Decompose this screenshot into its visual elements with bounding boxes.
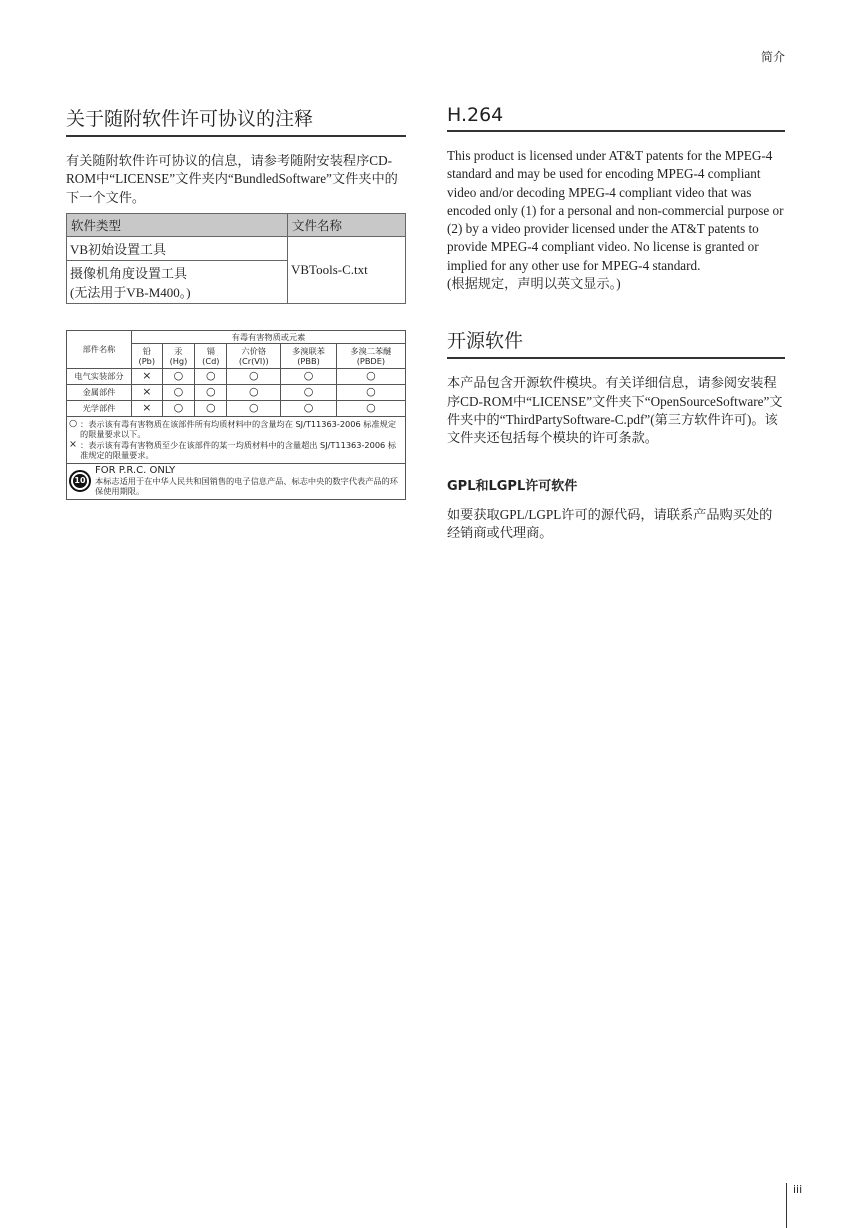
cross-symbol: ×: [69, 438, 77, 450]
substance-name: 汞: [174, 345, 183, 356]
substance-mark: ○: [336, 368, 405, 384]
substance-mark: ○: [162, 400, 195, 416]
hazard-table: [66, 330, 406, 500]
software-type-note: (无法用于VB-M400。): [70, 284, 191, 300]
substance-header: [195, 343, 227, 368]
h264-title: H.264: [447, 104, 785, 132]
substance-header: [162, 343, 195, 368]
hazard-notes: [67, 416, 406, 463]
col-software-type: 软件类型: [67, 213, 288, 236]
substance-symbol: (Pb): [138, 355, 156, 366]
hazard-rows: [67, 368, 406, 416]
substance-name: 六价铬: [241, 345, 267, 356]
part-name-header: 部件名称: [67, 330, 132, 368]
right-column: [447, 104, 785, 542]
oss-text: 本产品包含开源软件模块。有关详细信息，请参阅安装程序CD-ROM中“LICENSE”文件夹下“OpenSourceSoftware”文件夹中的“ThirdPartySoftware-C.pdf”(第三方软件许可)。该文件夹还包括每个模块的许可条款。: [447, 375, 783, 446]
prc-cell: [67, 463, 406, 499]
license-intro: 有关随附软件许可协议的信息，请参考随附安装程序CD-ROM中“LICENSE”文件夹内“BundledSoftware”文件夹中的下一个文件。: [66, 153, 398, 205]
substance-group-header: 有毒有害物质或元素: [132, 330, 406, 343]
logo-number: 10: [73, 474, 87, 488]
substance-mark: ×: [132, 368, 163, 384]
substance-mark: ×: [132, 400, 163, 416]
substance-mark: ○: [195, 400, 227, 416]
substance-mark: ○: [162, 384, 195, 400]
substance-name: 镉: [206, 345, 215, 356]
file-name-cell: VBTools-C.txt: [288, 236, 406, 303]
prc-title: FOR P.R.C. ONLY: [95, 464, 176, 476]
substance-mark: ×: [132, 384, 163, 400]
environmental-period-logo-icon: [69, 470, 91, 492]
substance-symbol: (PBB): [297, 355, 320, 366]
substance-mark: ○: [162, 368, 195, 384]
gpl-title: GPL和LGPL许可软件: [447, 478, 578, 494]
substance-name: 多溴二苯醚: [350, 345, 392, 356]
circle-symbol: ○: [69, 417, 78, 429]
software-table: [66, 213, 406, 304]
col-file-name: 文件名称: [288, 213, 406, 236]
substance-header: [336, 343, 405, 368]
substance-mark: ○: [195, 384, 227, 400]
h264-text: This product is licensed under AT&T patents for the MPEG-4 standard and may be used for encoding MPEG-4 compliant video and/or decoding MPEG-4 compliant video that was encoded only (1) for a personal and non-commercial purpose or (2) by a video provider licensed under the AT&T patents to provide MPEG-4 compliant video. No license is granted or implied for any other use for MPEG-4 standard.: [447, 148, 784, 273]
substance-mark: ○: [195, 368, 227, 384]
substance-mark: ○: [227, 368, 281, 384]
substance-name: 多溴联苯: [292, 345, 325, 356]
h264-note: (根据规定，声明以英文显示。): [447, 276, 621, 292]
substance-mark: ○: [227, 400, 281, 416]
substance-header: [132, 343, 163, 368]
left-column: [66, 104, 406, 500]
substance-mark: ○: [281, 384, 337, 400]
software-type-cell: VB初始设置工具: [67, 236, 288, 260]
oss-title: 开源软件: [447, 326, 785, 359]
substance-header: [281, 343, 337, 368]
substance-mark: ○: [336, 400, 405, 416]
substance-symbol: (Hg): [169, 355, 188, 366]
software-type-cell: [67, 260, 288, 303]
license-notes-title: 关于随附软件许可协议的注释: [66, 104, 406, 137]
substance-symbol: (Cr(VI)): [238, 355, 269, 366]
part-name: 电气实装部分: [67, 368, 132, 384]
hazard-row: [67, 384, 406, 400]
note-cross: [69, 440, 403, 461]
substance-mark: ○: [281, 400, 337, 416]
section-label: 简介: [760, 50, 785, 64]
software-type-line: 摄像机角度设置工具: [70, 265, 188, 281]
substance-symbol: (Cd): [202, 355, 220, 366]
substance-mark: ○: [336, 384, 405, 400]
hazard-row: [67, 400, 406, 416]
page-number: iii: [793, 1183, 803, 1196]
hazard-row: [67, 368, 406, 384]
substance-symbol: (PBDE): [356, 355, 386, 366]
substance-header: [227, 343, 281, 368]
part-name: 金属部件: [67, 384, 132, 400]
note-circle-text: ：表示该有毒有害物质在该部件所有均质材料中的含量均在 SJ/T11363-2006 标准规定的限量要求以下。: [80, 418, 397, 440]
prc-text: 本标志适用于在中华人民共和国销售的电子信息产品、标志中央的数字代表产品的环保使用期限。: [95, 475, 398, 497]
note-circle: [69, 419, 403, 440]
substance-mark: ○: [281, 368, 337, 384]
substance-mark: ○: [227, 384, 281, 400]
page-rule: [786, 1183, 787, 1228]
substance-name: 铅: [142, 345, 151, 356]
part-name: 光学部件: [67, 400, 132, 416]
note-cross-text: ：表示该有毒有害物质至少在该部件的某一均质材料中的含量超出 SJ/T11363-2006 标准规定的限量要求。: [80, 439, 397, 461]
gpl-text: 如要获取GPL/LGPL许可的源代码，请联系产品购买处的经销商或代理商。: [447, 506, 773, 540]
